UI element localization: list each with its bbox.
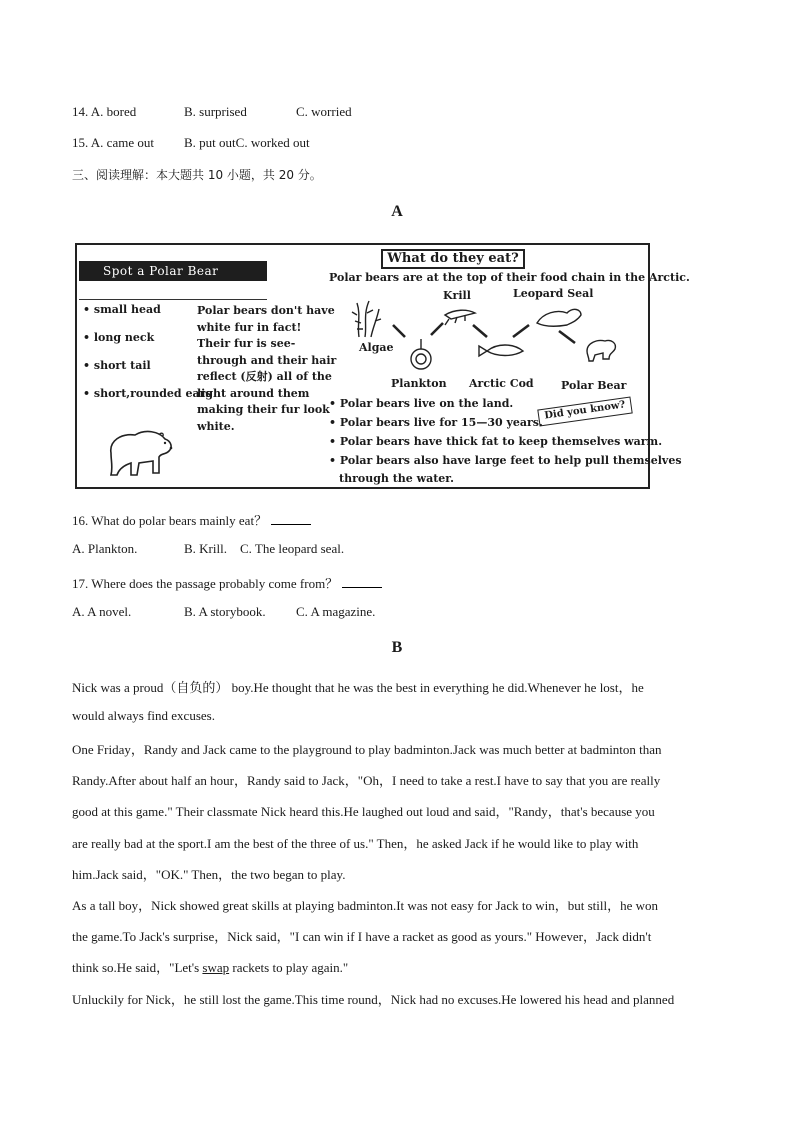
what-do-they-eat-title: What do they eat? xyxy=(381,249,525,269)
polar-bear-label: Polar Bear xyxy=(561,379,627,392)
krill-label: Krill xyxy=(443,289,471,302)
q17-stem: 17. Where does the passage probably come from？ xyxy=(72,573,382,592)
algae-icon xyxy=(352,301,381,337)
polar-bear-illustration xyxy=(103,423,175,479)
q14-option-a: 14. A. bored xyxy=(72,104,137,119)
q16-option-a: A. Plankton. xyxy=(72,541,138,556)
q16-stem: 16. What do polar bears mainly eat？ xyxy=(72,510,311,529)
fact-item: • Polar bears live for 15—30 years. xyxy=(329,416,543,429)
q16-option-b: B. Krill. xyxy=(184,541,227,556)
passage-line: are really bad at the sport.I am the best of the three of us." Then，he asked Jack if he would like to play with xyxy=(72,836,639,851)
algae-label: Algae xyxy=(359,341,394,354)
fact-item: • Polar bears live on the land. xyxy=(329,397,514,410)
arctic-cod-label: Arctic Cod xyxy=(469,377,534,390)
leopard-seal-icon xyxy=(537,309,581,326)
polar-bear-poster xyxy=(75,243,690,489)
section-heading: 三、阅读理解：本大题共 10 小题，共 20 分。 xyxy=(72,168,322,182)
plankton-label: Plankton xyxy=(391,377,447,390)
q14-option-b: B. surprised xyxy=(184,104,247,119)
fact-item: • Polar bears also have large feet to help pull themselves xyxy=(329,454,682,467)
passage-line: the game.To Jack's surprise，Nick said，"I can win if I have a racket as good as yours." However，Jack didn't xyxy=(72,929,652,944)
underlined-word: swap xyxy=(202,960,230,975)
section-b-title: B xyxy=(391,639,403,656)
q14-option-c: C. worried xyxy=(296,104,352,119)
feature-item: • short,rounded ears xyxy=(83,387,212,400)
plankton-icon xyxy=(411,339,431,369)
leopard-seal-label: Leopard Seal xyxy=(513,287,594,300)
passage-line: Randy.After about half an hour，Randy said to Jack，"Oh，I need to take a rest.I have to say that you are really xyxy=(72,773,661,788)
fur-fact-text: Polar bears don't have white fur in fact! Their fur is see-through and their hair reflect (反射) all of the light around them making their fur look white. xyxy=(197,304,337,433)
passage-line: would always find excuses. xyxy=(72,708,215,723)
passage-line: good at this game." Their classmate Nick heard this.He laughed out loud and said，"Randy，that's because you xyxy=(72,804,655,819)
passage-line-swap: think so.He said，"Let's swap rackets to play again." xyxy=(72,960,349,975)
fact-item: • Polar bears have thick fat to keep themselves warm. xyxy=(329,435,663,448)
answer-blank xyxy=(271,513,311,525)
feature-item: • short tail xyxy=(83,359,151,372)
q17-option-c: C. A magazine. xyxy=(296,604,376,619)
food-chain-subtitle: Polar bears are at the top of their food chain in the Arctic. xyxy=(329,271,690,284)
passage-line: Nick was a proud（自负的） boy.He thought that he was the best in everything he did.Whenever he lost，he xyxy=(72,680,644,695)
did-you-know-badge: Did you know? xyxy=(537,397,632,427)
q15-option-a: 15. A. came out xyxy=(72,135,154,150)
answer-blank xyxy=(342,576,382,588)
food-chain-diagram xyxy=(347,295,647,379)
spot-title-banner: Spot a Polar Bear xyxy=(79,261,267,281)
passage-line: As a tall boy，Nick showed great skills at playing badminton.It was not easy for Jack to win，but still，he won xyxy=(72,898,658,913)
polar-bear-icon xyxy=(587,340,615,361)
arctic-cod-icon xyxy=(479,345,523,356)
q16-option-c: C. The leopard seal. xyxy=(240,541,345,556)
feature-item: • long neck xyxy=(83,331,155,344)
q17-option-b: B. A storybook. xyxy=(184,604,266,619)
section-a-title: A xyxy=(391,203,403,220)
krill-icon xyxy=(445,310,475,325)
passage-line: Unluckily for Nick，he still lost the game.This time round，Nick had no excuses.He lowered his head and planned xyxy=(72,992,675,1007)
fact-item-continued: through the water. xyxy=(339,472,454,485)
passage-line: One Friday，Randy and Jack came to the playground to play badminton.Jack was much better at badminton than xyxy=(72,742,662,757)
passage-line: him.Jack said，"OK." Then，the two began to play. xyxy=(72,867,346,882)
q15-option-bc: B. put outC. worked out xyxy=(184,135,310,150)
divider xyxy=(79,299,267,300)
q17-option-a: A. A novel. xyxy=(72,604,132,619)
feature-item: • small head xyxy=(83,303,161,316)
